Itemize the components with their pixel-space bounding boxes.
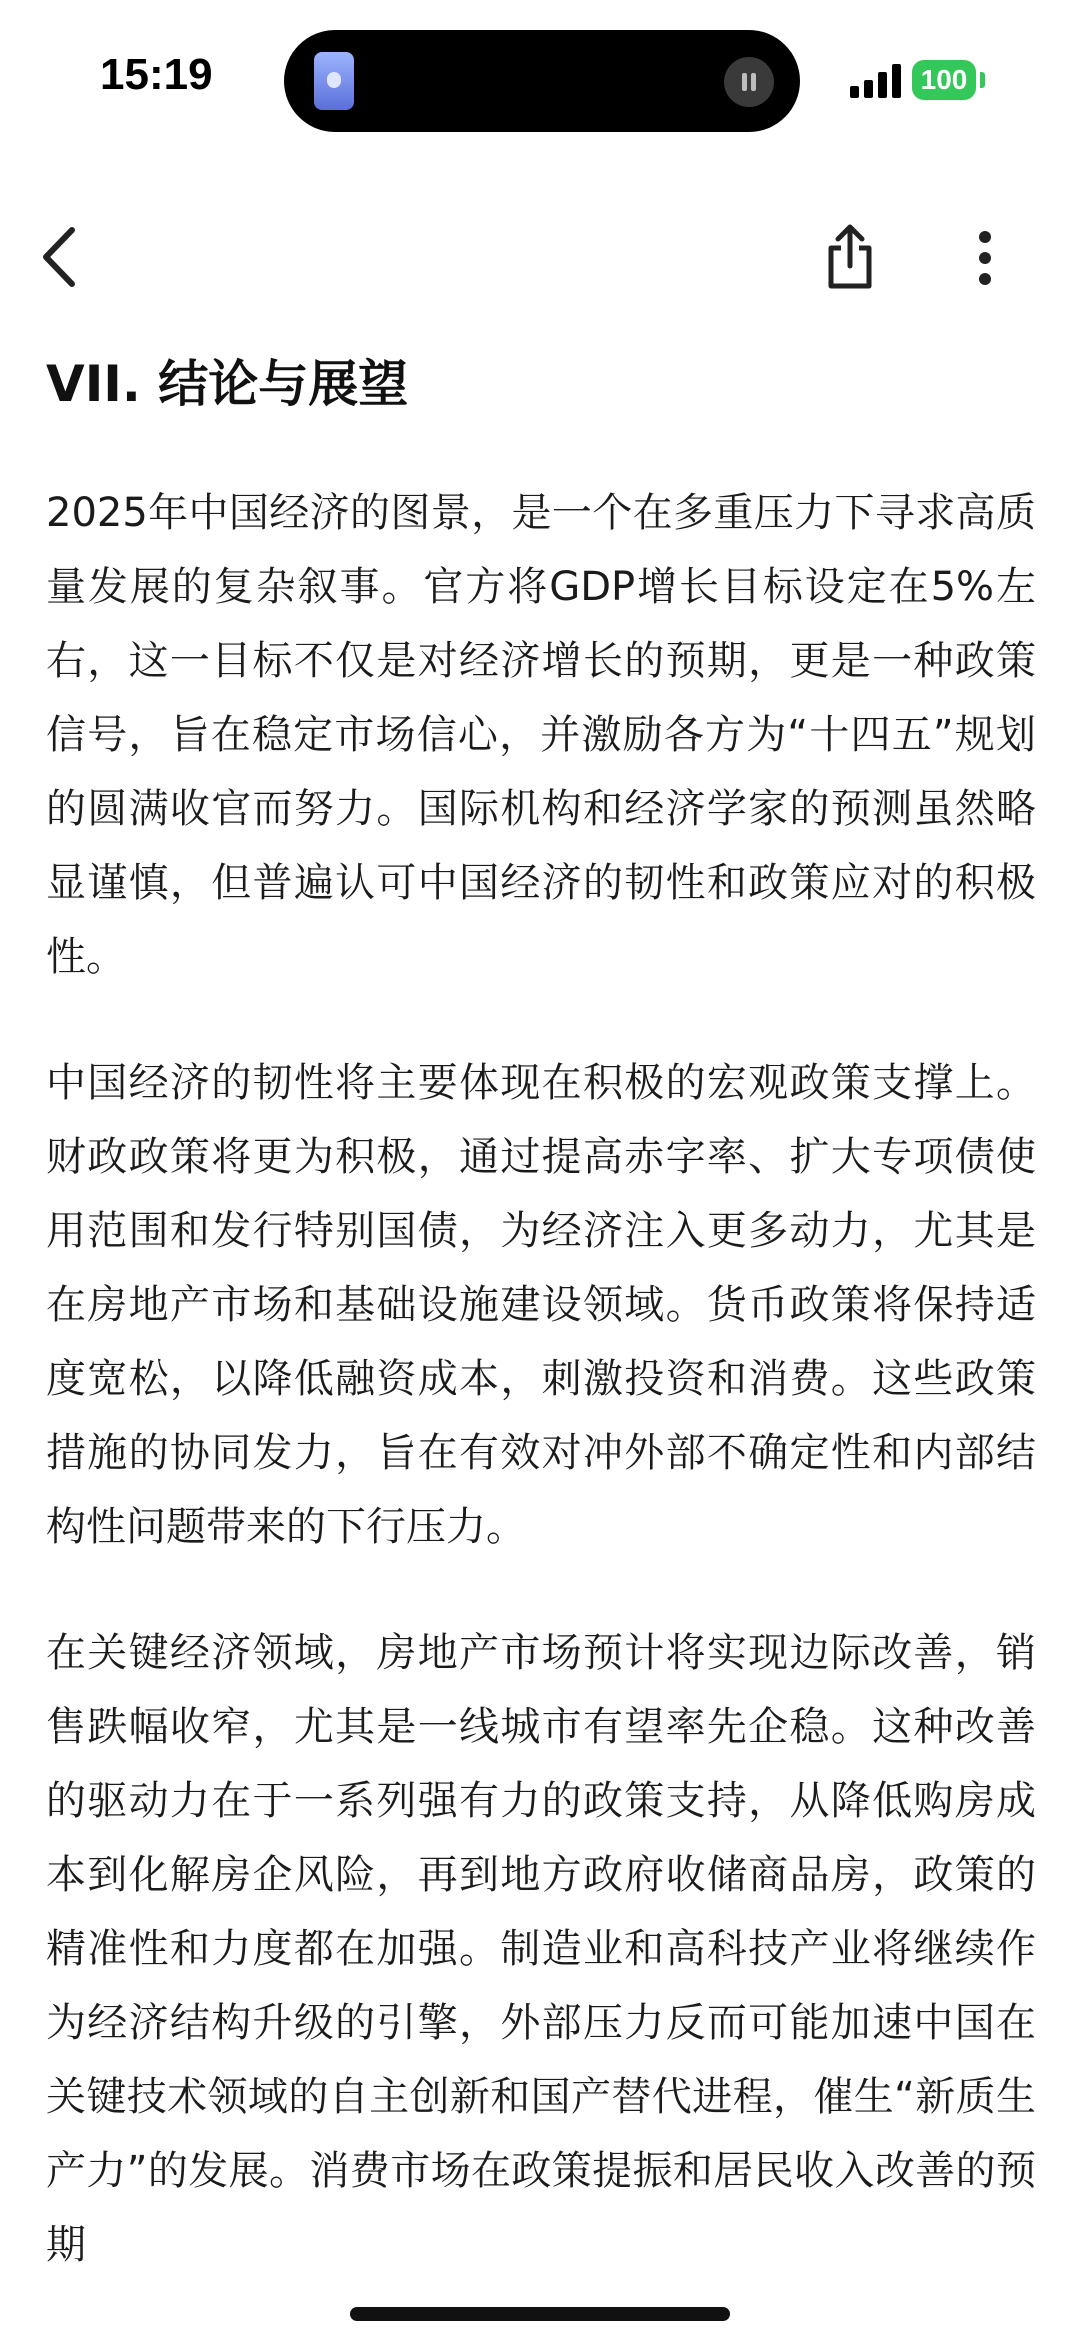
paragraph-2: 中国经济的韧性将主要体现在积极的宏观政策支撑上。财政政策将更为积极，通过提高赤字率、扩大专项债使用范围和发行特别国债，为经济注入更多动力，尤其是在房地产市场和基础设施建设领域。货币政策将保持适度宽松，以降低融资成本，刺激投资和消费。这些政策措施的协同发力，旨在有效对冲外部不确定性和内部结构性问题带来的下行压力。 — [46, 1060, 1036, 1550]
status-time: 15:19 — [100, 50, 213, 99]
paragraph-1: 2025年中国经济的图景，是一个在多重压力下寻求高质量发展的复杂叙事。官方将GDP增长目标设定在5%左右，这一目标不仅是对经济增长的预期，更是一种政策信号，旨在稳定市场信心，并激励各方为“十四五”规划的圆满收官而努力。国际机构和经济学家的预测虽然略显谨慎，但普遍认可中国经济的韧性和政策应对的积极性。 — [46, 490, 1036, 980]
paragraph-3: 在关键经济领域，房地产市场预计将实现边际改善，销售跌幅收窄，尤其是一线城市有望率先企稳。这种改善的驱动力在于一系列强有力的政策支持，从降低购房成本到化解房企风险，再到地方政府收储商品房，政策的精准性和力度都在加强。制造业和高科技产业将继续作为经济结构升级的引擎，外部压力反而可能加速中国在关键技术领域的自主创新和国产替代进程，催生“新质生产力”的发展。消费市场在政策提振和居民收入改善的预期 — [46, 1630, 1036, 2268]
home-indicator[interactable] — [350, 2307, 730, 2321]
status-bar — [0, 0, 1080, 150]
battery-icon: 100 — [912, 60, 976, 100]
pause-icon[interactable] — [724, 57, 774, 107]
share-icon — [823, 222, 877, 292]
section-heading: VII. 结论与展望 — [46, 355, 409, 413]
signal-icon — [850, 64, 902, 98]
article-body — [46, 476, 1036, 2334]
chevron-left-icon — [36, 222, 86, 292]
battery-tip — [980, 72, 985, 88]
back-button[interactable] — [36, 222, 86, 292]
dynamic-island[interactable] — [284, 30, 800, 132]
more-button[interactable] — [960, 228, 1010, 288]
more-vertical-icon — [960, 228, 1010, 288]
share-button[interactable] — [823, 222, 877, 292]
app-icon — [314, 52, 354, 110]
